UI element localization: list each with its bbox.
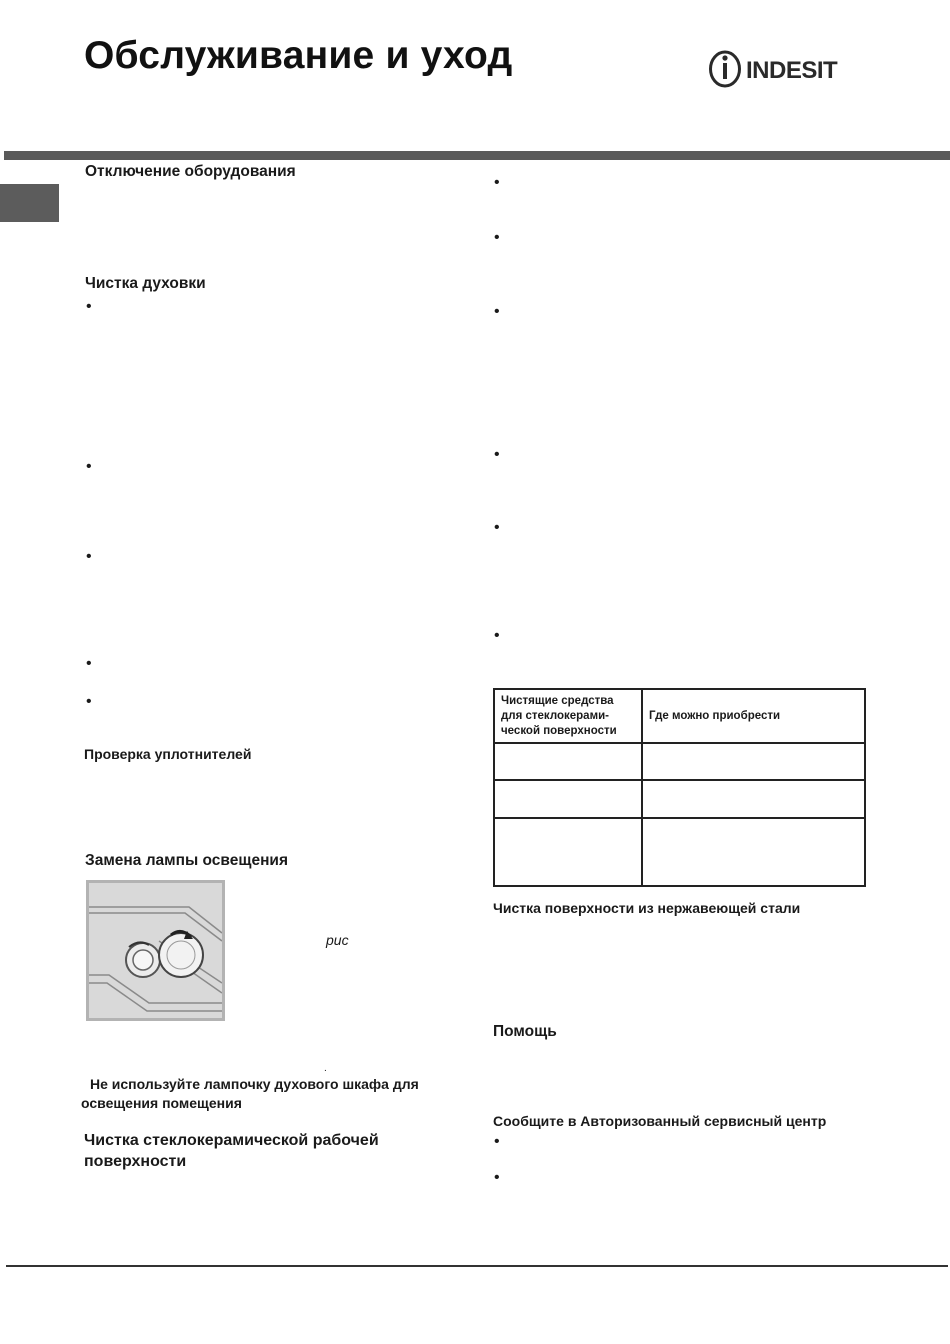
table-cell bbox=[494, 743, 642, 780]
bullet: • bbox=[86, 458, 92, 475]
bullet: • bbox=[494, 1133, 500, 1150]
bullet: • bbox=[86, 693, 92, 710]
table-cell bbox=[494, 780, 642, 818]
figure-dot: . bbox=[324, 1063, 327, 1074]
table-header-cell: Чистящие средства для стеклокерамической поверхности bbox=[494, 689, 642, 743]
table-cell bbox=[642, 780, 865, 818]
lamp-heading: Замена лампы освещения bbox=[85, 852, 289, 869]
bullet: • bbox=[494, 174, 500, 191]
indesit-logo bbox=[708, 48, 863, 90]
lamp-warning bbox=[81, 1075, 471, 1113]
bullet: • bbox=[494, 519, 500, 536]
bullet: • bbox=[494, 303, 500, 320]
bullet: • bbox=[86, 655, 92, 672]
figure-reference: рис bbox=[326, 932, 349, 948]
bullet: • bbox=[494, 627, 500, 644]
footer-rule bbox=[6, 1265, 948, 1267]
seals-heading: Проверка уплотнителей bbox=[84, 746, 252, 762]
table-cell bbox=[642, 818, 865, 886]
table-cell bbox=[642, 743, 865, 780]
help-heading: Помощь bbox=[493, 1023, 557, 1040]
brand-wordmark: INDESIT bbox=[746, 57, 838, 84]
oven-cleaning-heading: Чистка духовки bbox=[85, 275, 206, 292]
oven-lamp-illustration bbox=[89, 883, 222, 1018]
bullet: • bbox=[494, 446, 500, 463]
page-title: Обслуживание и уход bbox=[84, 34, 513, 77]
steel-cleaning-heading: Чистка поверхности из нержавеющей стали bbox=[493, 900, 801, 916]
service-center-heading: Сообщите в Авторизованный сервисный центр bbox=[493, 1113, 827, 1129]
table-header-cell: Где можно приобрести bbox=[642, 689, 865, 743]
lamp-figure bbox=[86, 880, 225, 1021]
language-tab bbox=[0, 184, 59, 222]
table-row bbox=[494, 780, 865, 818]
switch-off-heading: Отключение оборудования bbox=[85, 163, 296, 180]
bullet: • bbox=[494, 229, 500, 246]
bullet: • bbox=[86, 548, 92, 565]
header-rule bbox=[4, 151, 950, 160]
table-cell bbox=[494, 818, 642, 886]
table-row bbox=[494, 818, 865, 886]
warning-text: Не используйте лампочку духового шкафа для освещения помещения bbox=[81, 1076, 419, 1111]
cleaning-products-table bbox=[493, 688, 866, 887]
bullet: • bbox=[494, 1169, 500, 1186]
bullet: • bbox=[86, 298, 92, 315]
table-row bbox=[494, 743, 865, 780]
table-header-row bbox=[494, 689, 865, 743]
glass-surface-heading: Чистка стеклокерамической рабочей поверхности bbox=[84, 1132, 379, 1170]
